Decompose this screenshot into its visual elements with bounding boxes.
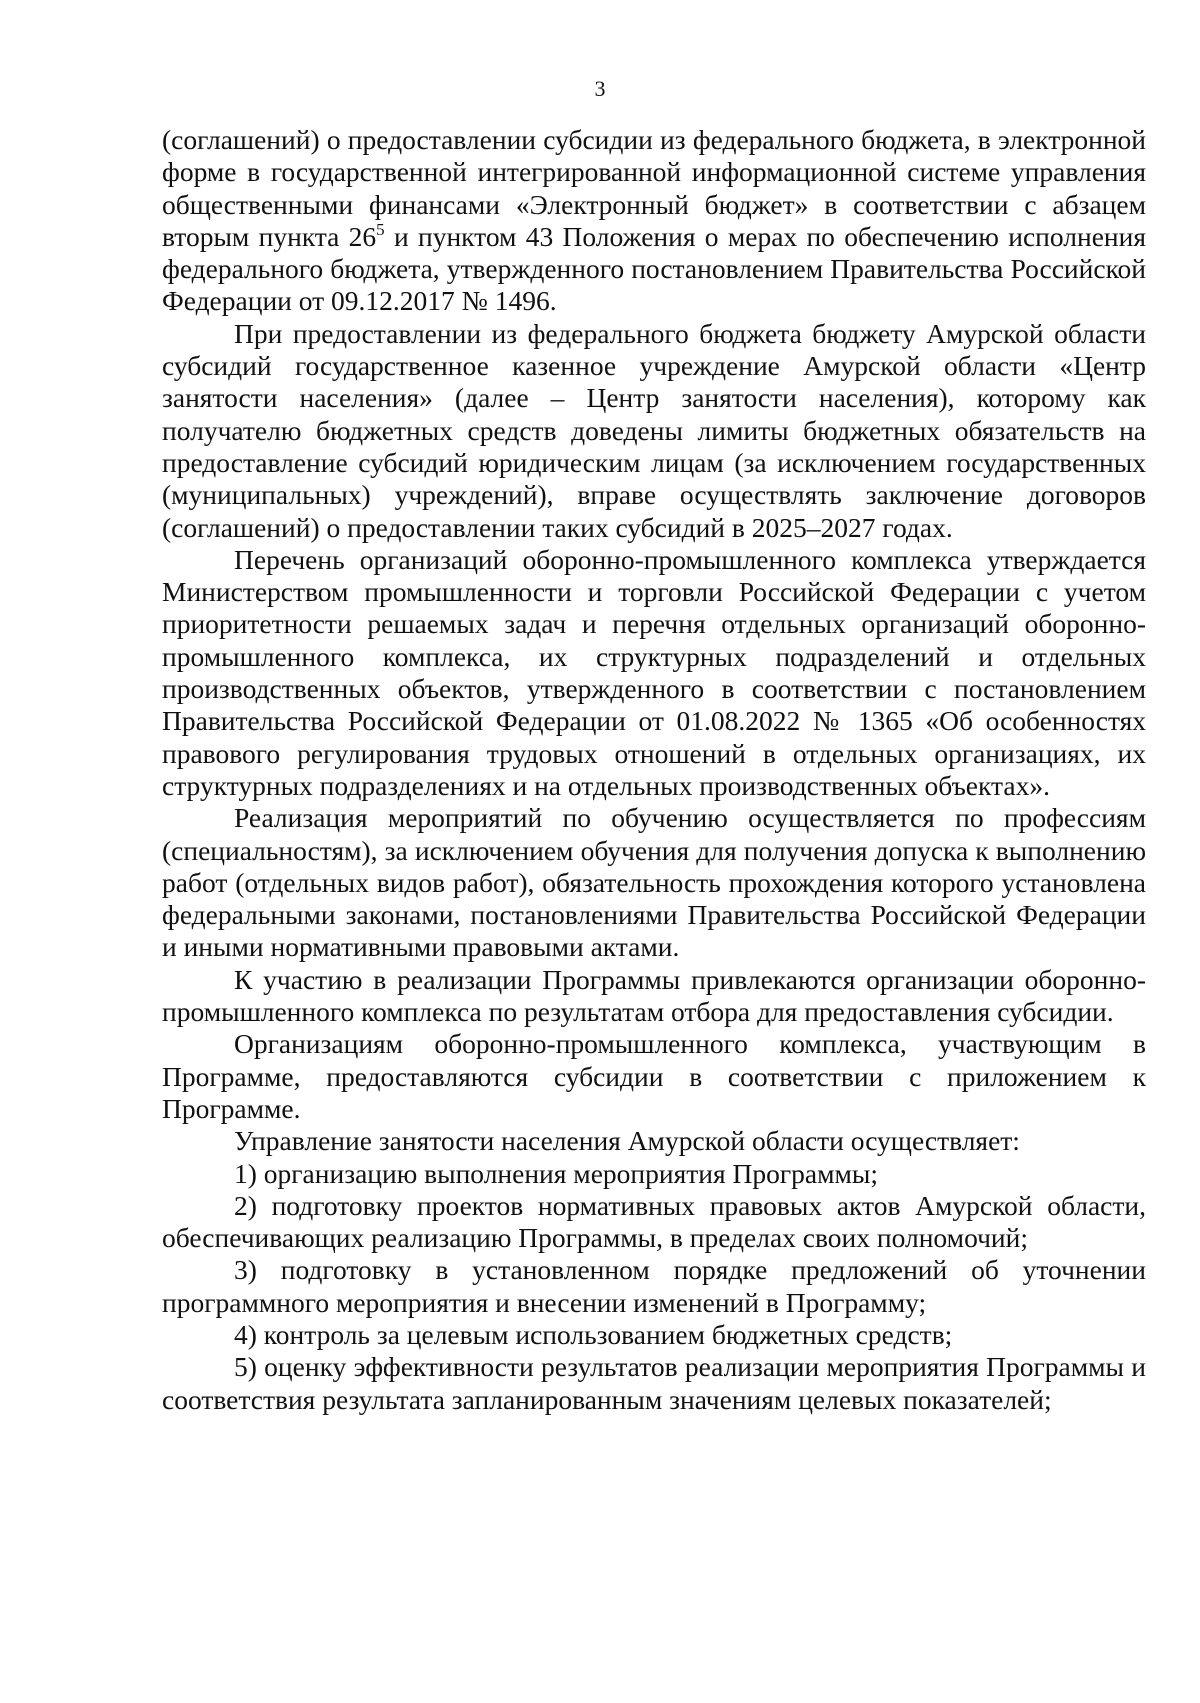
list-item: 5) оценку эффективности результатов реализации мероприятия Программы и соответствия результата запланированным значениям целевых показателей; [162,1351,1146,1415]
page-number: 3 [594,76,606,101]
document-body [162,124,1146,1416]
list-item: 2) подготовку проектов нормативных правовых актов Амурской области, обеспечивающих реализацию Программы, в пределах своих полномочий; [162,1189,1146,1254]
list-item: 1) организацию выполнения мероприятия Программы; [234,1157,879,1189]
paragraph-training: Реализация мероприятий по обучению осуществляется по профессиям (специальностям), за исключением обучения для получения допуска к выполнению работ (отдельных видов работ), обязательность прохождения которого установлена федеральными законами, постановлениями Правительства Российской Федерации и иными нормативными правовыми актами. [162,802,1146,963]
paragraph-text: и пунктом 43 Положения о мерах по обеспечению исполнения федерального бюджета, утвержденного постановлением Правительства Российской Федерации от 09.12.2017 № 1496. [162,220,1146,317]
paragraph-subsidy-provision: Организациям оборонно-промышленного комплекса, участвующим в Программе, предоставляются субсидии в соответствии с приложением к Программе. [162,1028,1146,1124]
paragraph-participation: К участию в реализации Программы привлекаются организации оборонно-промышленного комплекса по результатам отбора для предоставления субсидии. [162,963,1146,1028]
list-item: 4) контроль за целевым использованием бюджетных средств; [234,1318,953,1350]
paragraph-organizations-list: Перечень организаций оборонно-промышленного комплекса утверждается Министерством промышленности и торговли Российской Федерации с учетом приоритетности решаемых задач и перечня отдельных организаций оборонно-промышленного комплекса, их структурных подразделений и отдельных производственных объектов, утвержденного в соответствии с постановлением Правительства Российской Федерации от 01.08.2022 № 1365 «Об особенностях правового регулирования трудовых отношений в отдельных организациях, их структурных подразделениях и на отдельных производственных объектах». [162,543,1146,801]
paragraph-continuation [162,124,1146,318]
paragraph-management: Управление занятости населения Амурской области осуществляет: [234,1125,1020,1157]
paragraph-text: (соглашений) о предоставлении субсидии из федерального бюджета, в электронной форме в государственной интегрированной информационной системе управления общественными финансами «Электронный бюджет» в соответствии с абзацем вторым пункта 26 [162,124,1146,252]
paragraph-subsidies: При предоставлении из федерального бюджета бюджету Амурской области субсидий государственное казенное учреждение Амурской области «Центр занятости населения» (далее – Центр занятости населения), которому как получателю бюджетных средств доведены лимиты бюджетных обязательств на предоставление субсидий юридическим лицам (за исключением государственных (муниципальных) учреждений), вправе осуществлять заключение договоров (соглашений) о предоставлении таких субсидий в 2025–2027 годах. [162,317,1146,543]
superscript: 5 [376,219,385,239]
list-item: 3) подготовку в установленном порядке предложений об уточнении программного мероприятия и внесении изменений в Программу; [162,1254,1146,1318]
